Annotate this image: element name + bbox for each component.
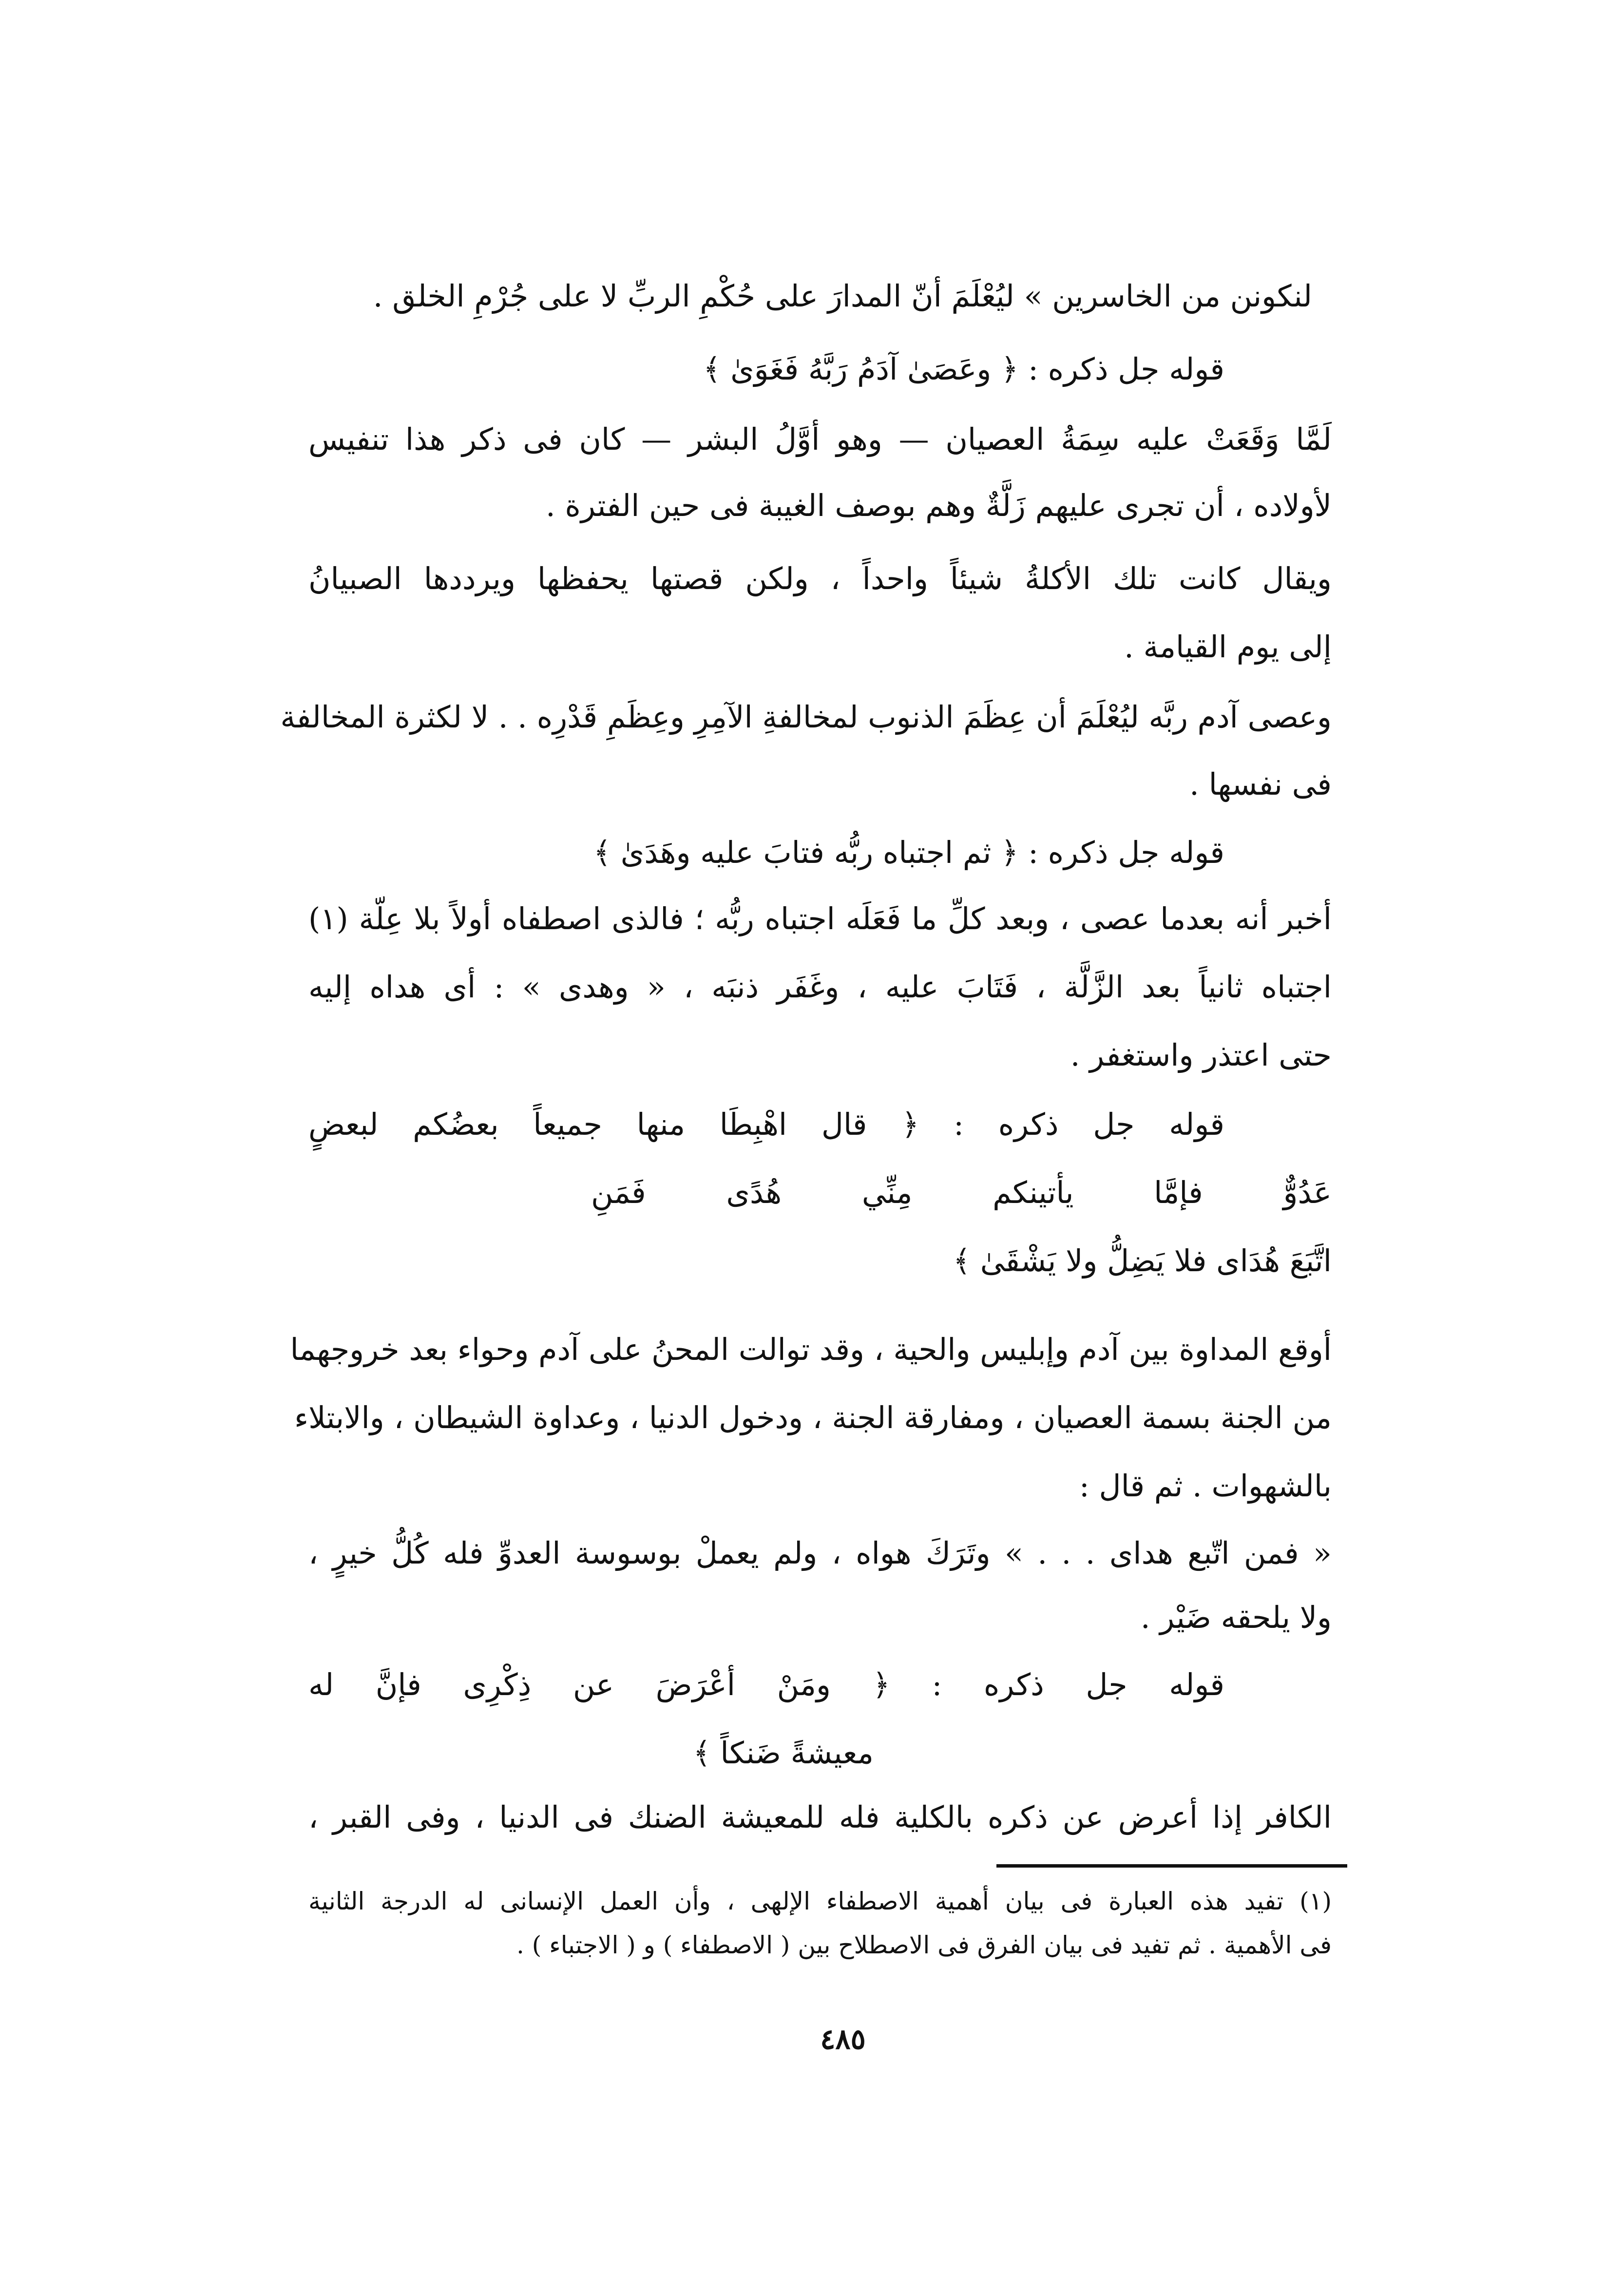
text-line-10: أخبر أنه بعدما عصى ، وبعد كلِّ ما فَعَلَه اجتباه ربُّه ؛ فالذى اصطفاه أولاً بلا عِلّة (١) bbox=[308, 901, 1332, 936]
text-line-17: من الجنة بسمة العصيان ، ومفارقة الجنة ، ودخول الدنيا ، وعداوة الشيطان ، والابتلاء bbox=[294, 1400, 1332, 1435]
text-line-20: ولا يلحقه ضَيْر . bbox=[1140, 1600, 1332, 1635]
footnote-line-2: فى الأهمية . ثم تفيد فى بيان الفرق فى الاصطلاح بين ( الاصطفاء ) و ( الاجتباء ) . bbox=[516, 1931, 1332, 1959]
text-line-3: لَمَّا وَقَعَتْ عليه سِمَةُ العصيان — وهو أوَّلُ البشر — كان فى ذكر هذا تنفيس bbox=[308, 421, 1332, 457]
verse-line-3c: اتَّبَعَ هُدَاى فلا يَضِلُّ ولا يَشْقَىٰ ﴾ bbox=[953, 1243, 1332, 1279]
text-line-8: فى نفسها . bbox=[1189, 766, 1332, 802]
text-line-23: الكافر إذا أعرض عن ذكره بالكلية فله للمعيشة الضنك فى الدنيا ، وفى القبر ، bbox=[308, 1799, 1332, 1835]
text-line-6: إلى يوم القيامة . bbox=[1124, 629, 1332, 665]
verse-heading-1: قوله جل ذكره : ﴿ وعَصَىٰ آدَمُ رَبَّهُ فَغَوَىٰ ﴾ bbox=[703, 351, 1224, 387]
text-line-11: اجتباه ثانياً بعد الزَّلَّة ، فَتَابَ عليه ، وغَفَر ذنبَه ، « وهدى » : أى هداه إليه bbox=[308, 969, 1332, 1005]
verse-heading-2: قوله جل ذكره : ﴿ ثم اجتباه ربُّه فتابَ عليه وهَدَىٰ ﴾ bbox=[593, 835, 1224, 870]
verse-heading-4: قوله جل ذكره : ﴿ ومَنْ أعْرَضَ عن ذِكْرِى فإنَّ له bbox=[308, 1667, 1224, 1702]
text-line-4: لأولاده ، أن تجرى عليهم زَلَّةٌ وهم بوصف الغيبة فى حين الفترة . bbox=[546, 488, 1332, 523]
verse-line-4b: معيشةً ضَنكاً ﴾ bbox=[693, 1735, 874, 1771]
verse-heading-3: قوله جل ذكره : ﴿ قال اهْبِطَا منها جميعاً بعضُكم لبعضٍ bbox=[308, 1107, 1224, 1142]
text-line-5: ويقال كانت تلك الأكلةُ شيئاً واحداً ، ولكن قصتها يحفظها ويرددها الصبيانُ bbox=[308, 561, 1332, 596]
text-line-16: أوقع المداوة بين آدم وإبليس والحية ، وقد توالت المحنُ على آدم وحواء بعد خروجهما bbox=[290, 1332, 1332, 1367]
text-line-1: لنكونن من الخاسرين » ليُعْلَمَ أنّ المدارَ على حُكْمِ الربِّ لا على جُرْمِ الخلق . bbox=[373, 278, 1312, 314]
footnote-separator bbox=[996, 1864, 1347, 1868]
footnote-line-1: (١) تفيد هذه العبارة فى بيان أهمية الاصطفاء الإلهى ، وأن العمل الإنسانى له الدرجة الثانية bbox=[308, 1887, 1332, 1915]
text-line-18: بالشهوات . ثم قال : bbox=[1079, 1468, 1332, 1504]
verse-line-3b: عَدُوٌّ فإمَّا يأتينكم مِنِّي هُدًى فَمَنِ bbox=[591, 1175, 1332, 1210]
text-line-19: « فمن اتّبع هداى . . . » وتَرَكَ هواه ، ولم يعملْ بوسوسة العدوِّ فله كُلُّ خيرٍ ، bbox=[308, 1535, 1332, 1571]
text-line-12: حتى اعتذر واستغفر . bbox=[1070, 1037, 1332, 1073]
text-line-7: وعصى آدم ربَّه ليُعْلَمَ أن عِظَمَ الذنوب لمخالفةِ الآمِرِ وعِظَمِ قَدْرِه . . لا لكثرة المخالفة bbox=[280, 699, 1332, 735]
page-number: ٤٨٥ bbox=[820, 2023, 866, 2056]
